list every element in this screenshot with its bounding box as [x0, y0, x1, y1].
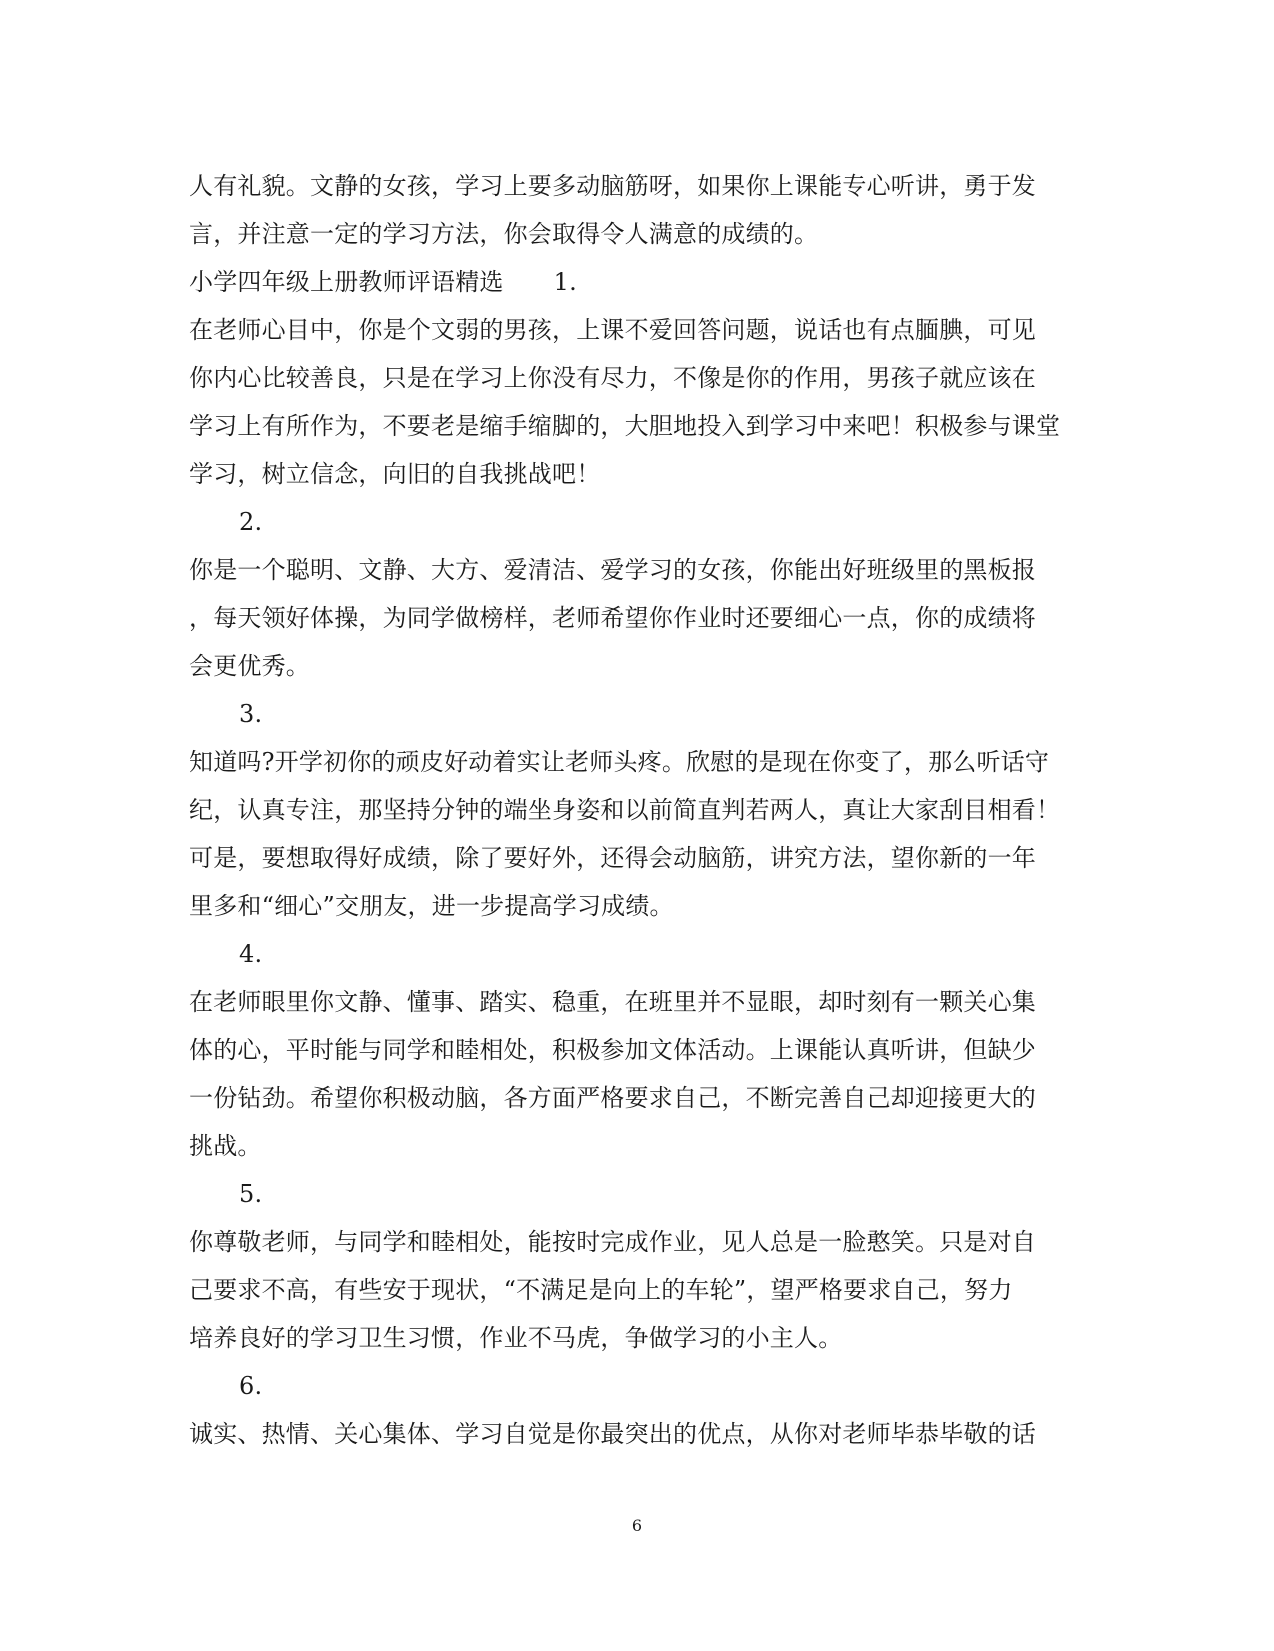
comment-line: 知道吗?开学初你的顽皮好动着实让老师头疼。欣慰的是现在你变了，那么听话守 — [189, 748, 1050, 776]
comment-line: ，每天领好体操，为同学做榜样，老师希望你作业时还要细心一点，你的成绩将 — [189, 604, 1036, 632]
comment-line: 诚实、热情、关心集体、学习自觉是你最突出的优点，从你对老师毕恭毕敬的话 — [189, 1420, 1036, 1448]
comment-line: 在老师心目中，你是个文弱的男孩，上课不爱回答问题，说话也有点腼腆，可见 — [189, 316, 1036, 344]
comment-line: 学习上有所作为，不要老是缩手缩脚的，大胆地投入到学习中来吧！积极参与课堂 — [189, 412, 1061, 440]
section-heading-title: 小学四年级上册教师评语精选 — [189, 268, 504, 296]
comment-line: 里多和“细心”交朋友，进一步提高学习成绩。 — [189, 892, 674, 920]
comment-line: 挑战。 — [189, 1132, 262, 1160]
comment-number: 4. — [239, 940, 263, 968]
intro-line: 人有礼貌。文静的女孩，学习上要多动脑筋呀，如果你上课能专心听讲，勇于发 — [189, 172, 1036, 200]
intro-line: 言，并注意一定的学习方法，你会取得令人满意的成绩的。 — [189, 220, 819, 248]
comment-line: 会更优秀。 — [189, 652, 310, 680]
comment-line: 一份钻劲。希望你积极动脑，各方面严格要求自己，不断完善自己却迎接更大的 — [189, 1084, 1036, 1112]
document-body — [189, 162, 1074, 1458]
comment-line: 学习，树立信念，向旧的自我挑战吧！ — [189, 460, 601, 488]
comment-line: 体的心，平时能与同学和睦相处，积极参加文体活动。上课能认真听讲，但缺少 — [189, 1036, 1036, 1064]
comment-line: 己要求不高，有些安于现状，“不满足是向上的车轮”，望严格要求自己，努力 — [189, 1276, 1013, 1304]
comment-number: 3. — [239, 700, 263, 728]
comment-line: 可是，要想取得好成绩，除了要好外，还得会动脑筋，讲究方法，望你新的一年 — [189, 844, 1036, 872]
comment-line: 你尊敬老师，与同学和睦相处，能按时完成作业，见人总是一脸憨笑。只是对自 — [189, 1228, 1036, 1256]
comment-number: 6. — [239, 1372, 263, 1400]
comment-number: 5. — [239, 1180, 263, 1208]
page-number: 6 — [631, 1516, 643, 1535]
comment-line: 培养良好的学习卫生习惯，作业不马虎，争做学习的小主人。 — [189, 1324, 843, 1352]
comment-line: 纪，认真专注，那坚持分钟的端坐身姿和以前简直判若两人，真让大家刮目相看！ — [189, 796, 1061, 824]
comment-line: 在老师眼里你文静、懂事、踏实、稳重，在班里并不显眼，却时刻有一颗关心集 — [189, 988, 1036, 1016]
section-heading-number: 1. — [553, 268, 577, 296]
comment-line: 你是一个聪明、文静、大方、爱清洁、爱学习的女孩，你能出好班级里的黑板报 — [189, 556, 1036, 584]
section-heading — [189, 258, 1074, 306]
comment-number: 2. — [239, 508, 263, 536]
comment-line: 你内心比较善良，只是在学习上你没有尽力，不像是你的作用，男孩子就应该在 — [189, 364, 1036, 392]
